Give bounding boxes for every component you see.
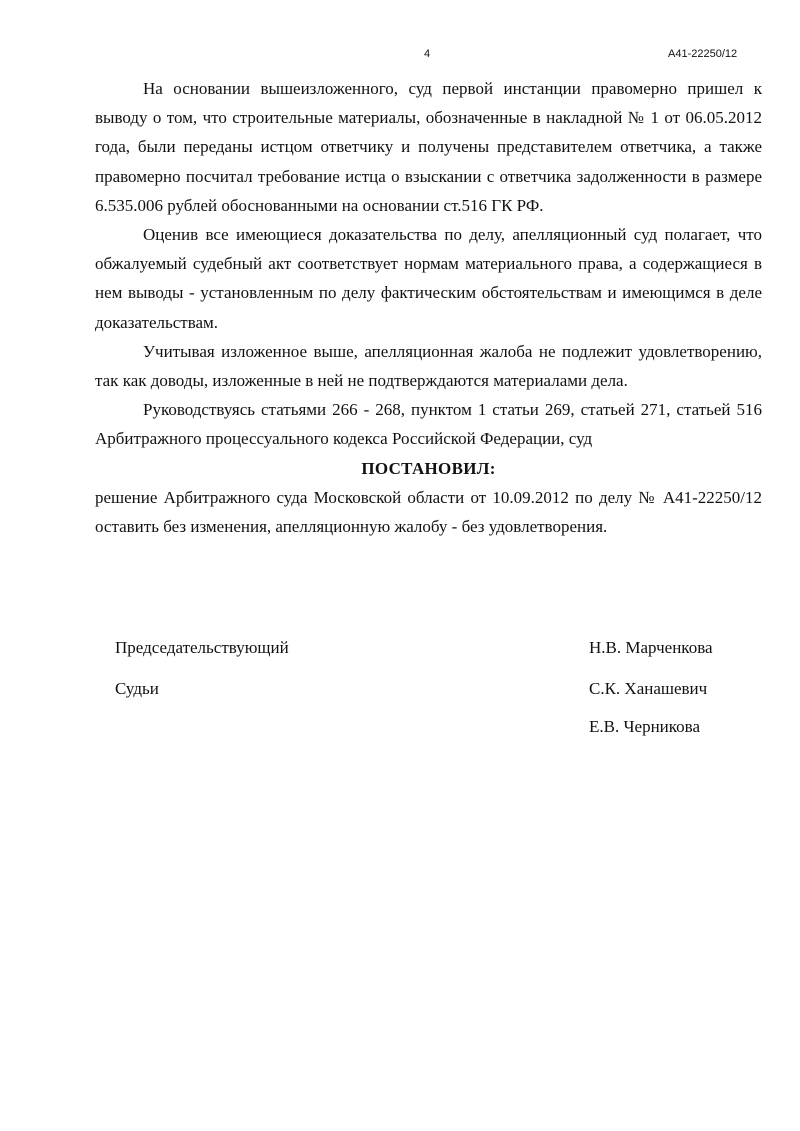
judge-name-1: С.К. Ханашевич bbox=[589, 679, 708, 698]
paragraph-assessment: Оценив все имеющиеся доказательства по делу, апелляционный суд полагает, что обжалуемый судебный акт соответствует нормам материального права, а содержащиеся в нем выводы - установленным по делу фактическим обстоятельствам и имеющимся в деле доказательствам. bbox=[95, 225, 762, 332]
paragraph-legal-basis: Руководствуясь статьями 266 - 268, пунктом 1 статьи 269, статьей 271, статьей 516 Арбитражного процессуального кодекса Российской Федерации, суд bbox=[95, 400, 762, 449]
case-number: А41-22250/12 bbox=[668, 48, 738, 60]
decision-heading: ПОСТАНОВИЛ: bbox=[361, 458, 496, 478]
paragraph-appeal-rejected: Учитывая изложенное выше, апелляционная жалоба не подлежит удовлетворению, так как доводы, изложенные в ней не подтверждаются материалами дела. bbox=[95, 341, 762, 391]
presiding-name: Н.В. Марченкова bbox=[589, 638, 713, 657]
judges-label: Судьи bbox=[115, 679, 159, 698]
presiding-label: Председательствующий bbox=[115, 638, 289, 657]
document-body bbox=[95, 74, 762, 541]
decision-text: решение Арбитражного суда Московской области от 10.09.2012 по делу № А41-22250/12 оставить без изменения, апелляционную жалобу - без удовлетворения. bbox=[95, 487, 762, 537]
page-number: 4 bbox=[424, 48, 431, 60]
judge-name-2: Е.В. Черникова bbox=[589, 717, 701, 736]
paragraph-conclusion: На основании вышеизложенного, суд первой инстанции правомерно пришел к выводу о том, что строительные материалы, обозначенные в накладной № 1 от 06.05.2012 года, были переданы истцом ответчику и получены представителем ответчика, а также правомерно посчитал требование истца о взыскании с ответчика задолженности в размере 6.535.006 рублей обоснованными на основании ст.516 ГК РФ. bbox=[95, 79, 762, 215]
